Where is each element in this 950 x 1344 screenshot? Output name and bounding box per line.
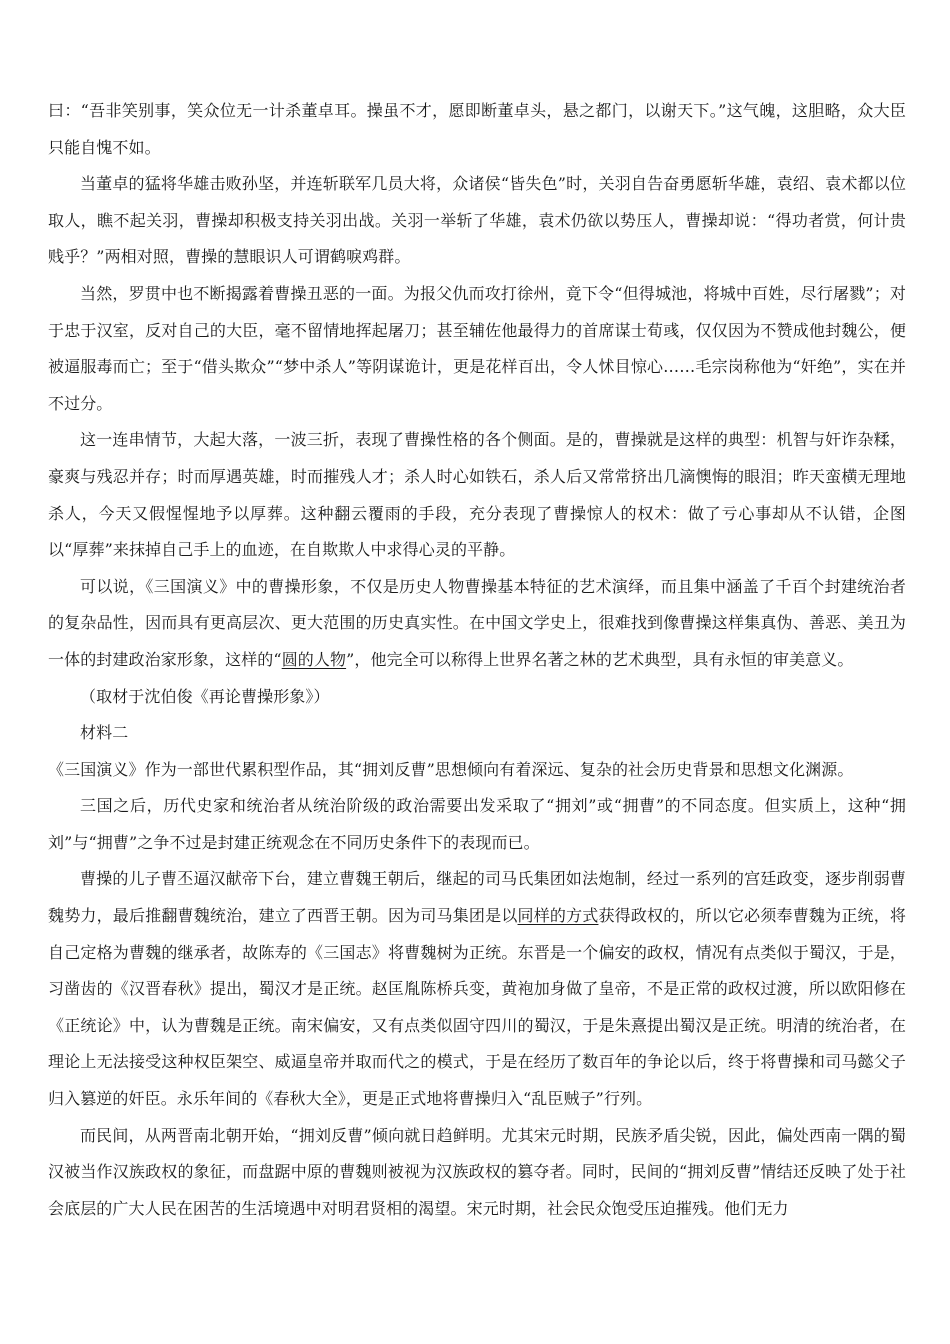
paragraph-conclusion-text-a: 可以说，《三国演义》中的曹操形象，不仅是历史人物曹操基本特征的艺术演绎，而且集中涵盖了千百个封建统治者的复杂品性，因而具有更高层次、更大范围的历史真实性。在中国文学史上，很难找到像曹操这样集真伪、善恶、美丑为一体的封建政治家形象，这样的“ (48, 576, 906, 669)
paragraph-dynasties (48, 861, 906, 1117)
paragraph-folk-tendency: 而民间，从两晋南北朝开始，“拥刘反曹”倾向就日趋鲜明。尤其宋元时期，民族矛盾尖锐，因此，偏处西南一隅的蜀汉被当作汉族政权的象征，而盘踞中原的曹魏则被视为汉族政权的篡夺者。同时，民间的“拥刘反曹”情结还反映了处于社会底层的广大人民在困苦的生活境遇中对明君贤相的渴望。宋元时期，社会民众饱受压迫摧残。他们无力 (48, 1125, 906, 1218)
paragraph-hua-xiong: 当董卓的猛将华雄击败孙坚，并连斩联军几员大将，众诸侯“皆失色”时，关羽自告奋勇愿斩华雄，袁绍、袁术都以位取人，瞧不起关羽，曹操却积极支持关羽出战。关羽一举斩了华雄，袁术仍欲以势压人，曹操却说：“得功者赏，何计贵贱乎？”两相对照，曹操的慧眼识人可谓鹤唳鸡群。 (48, 174, 906, 267)
underlined-same-method: 同样的方式 (517, 906, 599, 926)
paragraph-dynasties-text-b: 获得政权的，所以它必须奉曹魏为正统，将自己定格为曹魏的继承者，故陈寿的《三国志》将曹魏树为正统。东晋是一个偏安的政权，情况有点类似于蜀汉，于是，习凿齿的《汉晋春秋》提出，蜀汉才是正统。赵匡胤陈桥兵变，黄袍加身做了皇帝，不是正常的政权过渡，所以欧阳修在《正统论》中，认为曹魏是正统。南宋偏安，又有点类似固守四川的蜀汉，于是朱熹提出蜀汉是正统。明清的统治者，在理论上无法接受这种权臣架空、威逼皇帝并取而代之的模式，于是在经历了数百年的争论以后，终于将曹操和司马懿父子归入篡逆的奸臣。永乐年间的《春秋大全》，更是正式地将曹操归入“乱臣贼子”行列。 (48, 906, 906, 1109)
paragraph-material-two-intro: 《三国演义》作为一部世代累积型作品，其“拥刘反曹”思想倾向有着深远、复杂的社会历史背景和思想文化渊源。 (48, 759, 854, 779)
paragraph-cao-cao-evil-side: 当然，罗贯中也不断揭露着曹操丑恶的一面。为报父仇而攻打徐州，竟下令“但得城池，将城中百姓，尽行屠戮”；对于忠于汉室，反对自己的大臣，毫不留情地挥起屠刀；甚至辅佐他最得力的首席谋士荀彧，仅仅因为不赞成他封魏公，便被逼服毒而亡；至于“借头欺众”“梦中杀人”等阴谋诡计，更是花样百出，令人怵目惊心……毛宗岗称他为“奸绝”，实在并不过分。 (48, 283, 906, 413)
paragraph-conclusion (48, 569, 906, 679)
paragraph-typical-character: 这一连串情节，大起大落，一波三折，表现了曹操性格的各个侧面。是的，曹操就是这样的典型：机智与奸诈杂糅，豪爽与残忍并存；时而厚遇英雄，时而摧残人才；杀人时心如铁石，杀人后又常常挤出几滴懊悔的眼泪；昨天蛮横无理地杀人，今天又假惺惺地予以厚葬。这种翻云覆雨的手段，充分表现了曹操惊人的权术：做了亏心事却从不认错，企图以“厚葬”来抹掉自己手上的血迹，在自欺欺人中求得心灵的平静。 (48, 430, 906, 560)
paragraph-conclusion-text-b: ”，他完全可以称得上世界名著之林的艺术典型，具有永恒的审美意义。 (346, 649, 854, 669)
document-body (48, 93, 906, 1227)
underlined-round-character: 圆的人物 (281, 649, 347, 669)
paragraph-dynasties-text-a: 曹操的儿子曹丕逼汉献帝下台，建立曹魏王朝后，继起的司马氏集团如法炮制，经过一系列的宫廷政变，逐步削弱曹魏势力，最后推翻曹魏统治，建立了西晋王朝。因为司马集团是以 (48, 869, 906, 926)
paragraph-cao-cao-boldness: 曰：“吾非笑别事，笑众位无一计杀董卓耳。操虽不才，愿即断董卓头，悬之都门，以谢天下。”这气魄，这胆略，众大臣只能自愧不如。 (48, 101, 906, 157)
paragraph-orthodoxy: 三国之后，历代史家和统治者从统治阶级的政治需要出发采取了“拥刘”或“拥曹”的不同态度。但实质上，这种“拥刘”与“拥曹”之争不过是封建正统观念在不同历史条件下的表现而已。 (48, 796, 906, 852)
material-two-heading: 材料二 (80, 723, 129, 743)
source-citation: （取材于沈伯俊《再论曹操形象》） (80, 686, 330, 706)
